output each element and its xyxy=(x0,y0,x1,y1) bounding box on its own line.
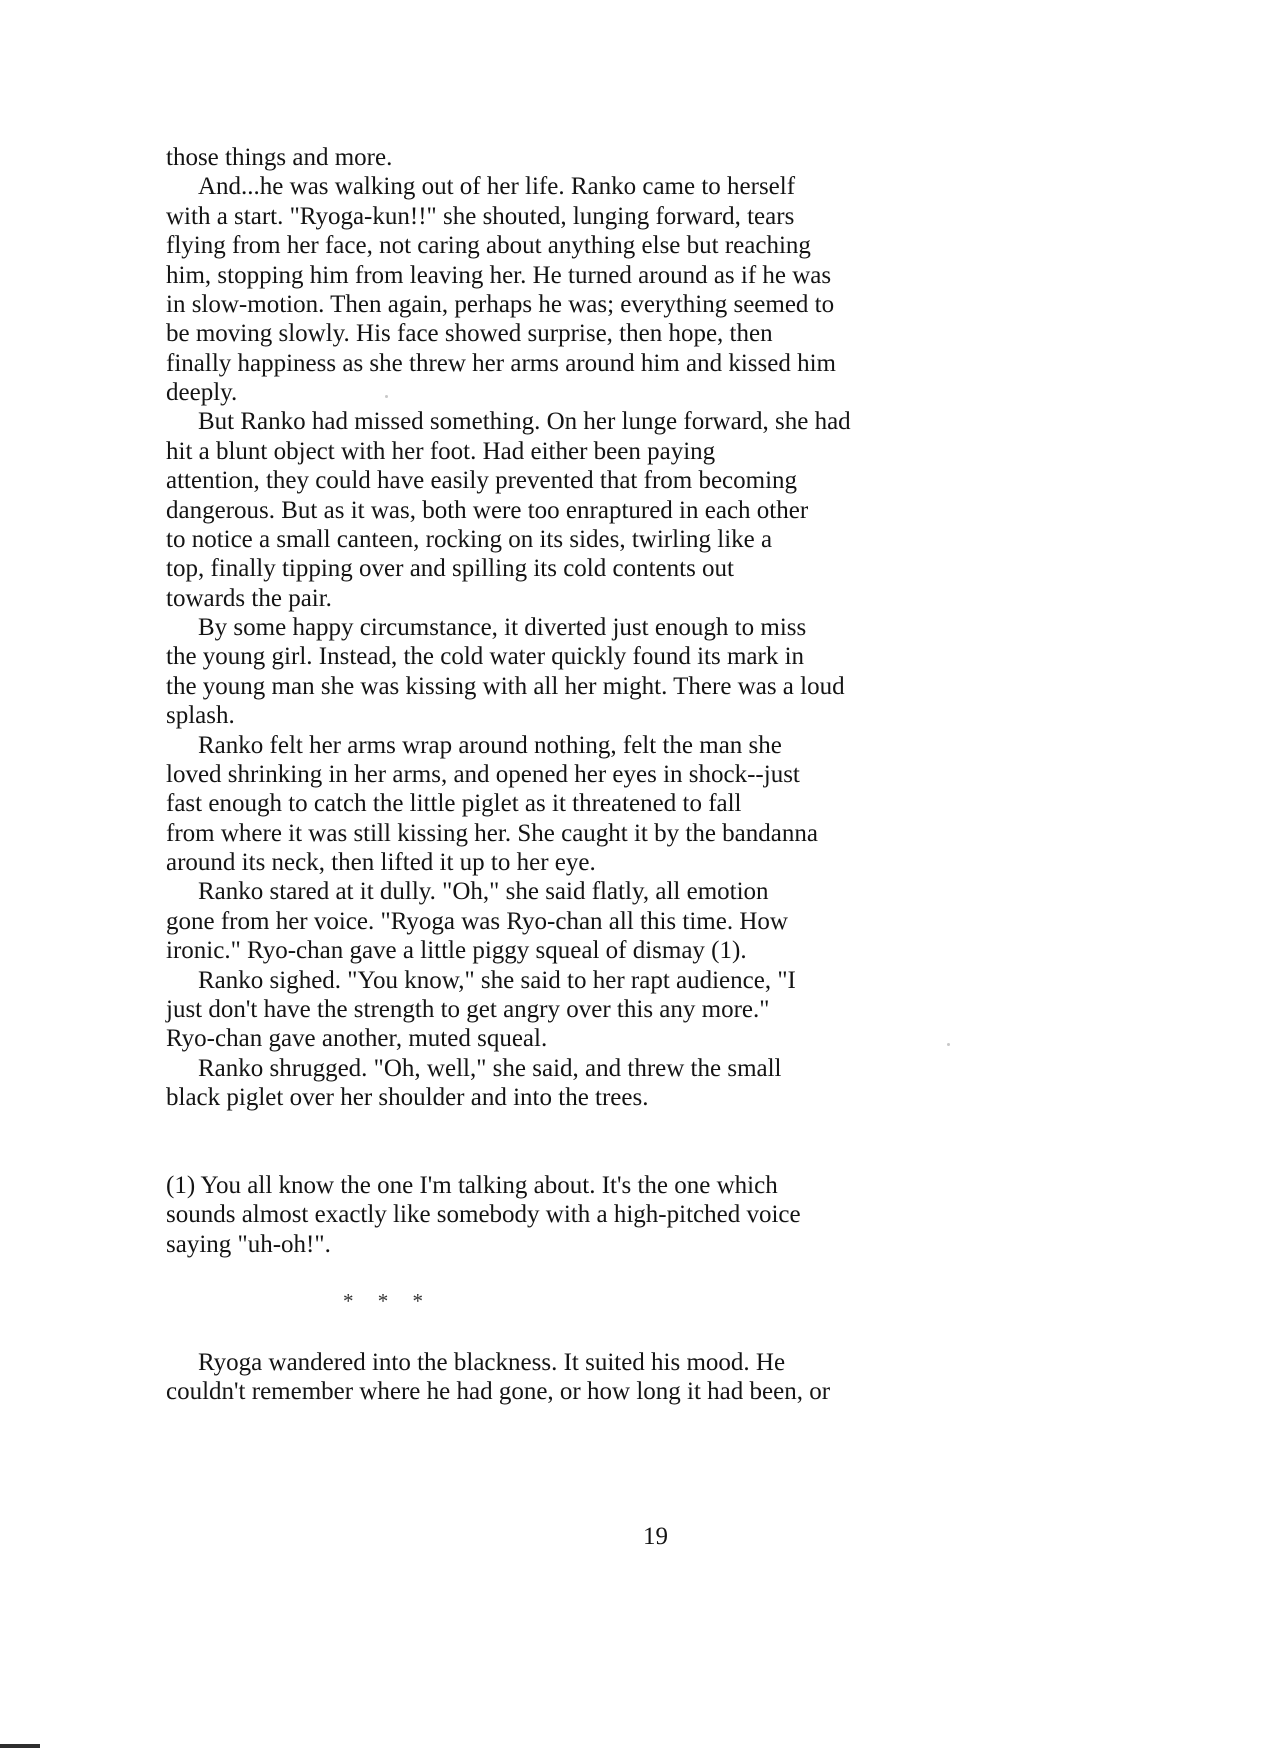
body-line: to notice a small canteen, rocking on its sides, twirling like a xyxy=(166,525,773,553)
body-line: around its neck, then lifted it up to her eye. xyxy=(166,849,596,876)
footnote xyxy=(166,1171,801,1259)
body-line: be moving slowly. His face showed surprise, then hope, then xyxy=(166,320,773,348)
body-line: with a start. "Ryoga-kun!!" she shouted, lunging forward, tears xyxy=(166,202,795,230)
body-line: him, stopping him from leaving her. He turned around as if he was xyxy=(166,261,832,289)
body-line: loved shrinking in her arms, and opened her eyes in shock--just xyxy=(166,760,800,788)
page-number: 19 xyxy=(643,1523,668,1550)
body-line: top, finally tipping over and spilling its cold contents out xyxy=(166,555,734,583)
body-line: just don't have the strength to get angry over this any more." xyxy=(166,995,770,1023)
body-line: Ranko stared at it dully. "Oh," she said flatly, all emotion xyxy=(198,878,769,906)
body-line: towards the pair. xyxy=(166,584,332,612)
section-break: * * * xyxy=(343,1289,423,1313)
body-line: finally happiness as she threw her arms around him and kissed him xyxy=(166,349,836,377)
footnote-line: saying "uh-oh!". xyxy=(166,1230,331,1258)
body-line: flying from her face, not caring about anything else but reaching xyxy=(166,232,811,260)
body-line: from where it was still kissing her. She caught it by the bandanna xyxy=(166,819,818,847)
body-line: in slow-motion. Then again, perhaps he was; everything seemed to xyxy=(166,290,835,318)
scan-speck xyxy=(947,1043,950,1046)
body-text xyxy=(166,143,851,1112)
continuation-text xyxy=(166,1348,830,1407)
body-line: Ranko shrugged. "Oh, well," she said, and threw the small xyxy=(198,1054,782,1082)
body-line: ironic." Ryo-chan gave a little piggy squeal of dismay (1). xyxy=(166,937,747,965)
body-line: those things and more. xyxy=(166,144,393,171)
body-line: gone from her voice. "Ryoga was Ryo-chan all this time. How xyxy=(166,907,788,935)
body-line: the young girl. Instead, the cold water quickly found its mark in xyxy=(166,643,805,671)
body-line: deeply. xyxy=(166,379,238,406)
footnote-line: sounds almost exactly like somebody with a high-pitched voice xyxy=(166,1201,801,1229)
body-line: dangerous. But as it was, both were too enraptured in each other xyxy=(166,496,809,524)
body-line: the young man she was kissing with all her might. There was a loud xyxy=(166,672,845,700)
body-line: splash. xyxy=(166,702,235,730)
body-line: Ryoga wandered into the blackness. It suited his mood. He xyxy=(198,1349,786,1376)
body-line: fast enough to catch the little piglet as it threatened to fall xyxy=(166,790,742,818)
body-line: Ranko felt her arms wrap around nothing, felt the man she xyxy=(198,731,782,759)
body-line: But Ranko had missed something. On her lunge forward, she had xyxy=(198,408,851,436)
body-line: black piglet over her shoulder and into the trees. xyxy=(166,1084,649,1111)
scan-edge-mark xyxy=(0,1744,40,1748)
body-line: hit a blunt object with her foot. Had either been paying xyxy=(166,437,716,465)
body-line: By some happy circumstance, it diverted just enough to miss xyxy=(198,614,807,641)
body-line: And...he was walking out of her life. Ranko came to herself xyxy=(198,173,796,201)
scan-speck xyxy=(385,395,388,398)
body-line: Ranko sighed. "You know," she said to her rapt audience, "I xyxy=(198,966,796,994)
body-line: Ryo-chan gave another, muted squeal. xyxy=(166,1025,548,1053)
body-line: attention, they could have easily prevented that from becoming xyxy=(166,467,798,495)
footnote-line: (1) You all know the one I'm talking about. It's the one which xyxy=(166,1172,778,1199)
body-line: couldn't remember where he had gone, or how long it had been, or xyxy=(166,1378,831,1406)
